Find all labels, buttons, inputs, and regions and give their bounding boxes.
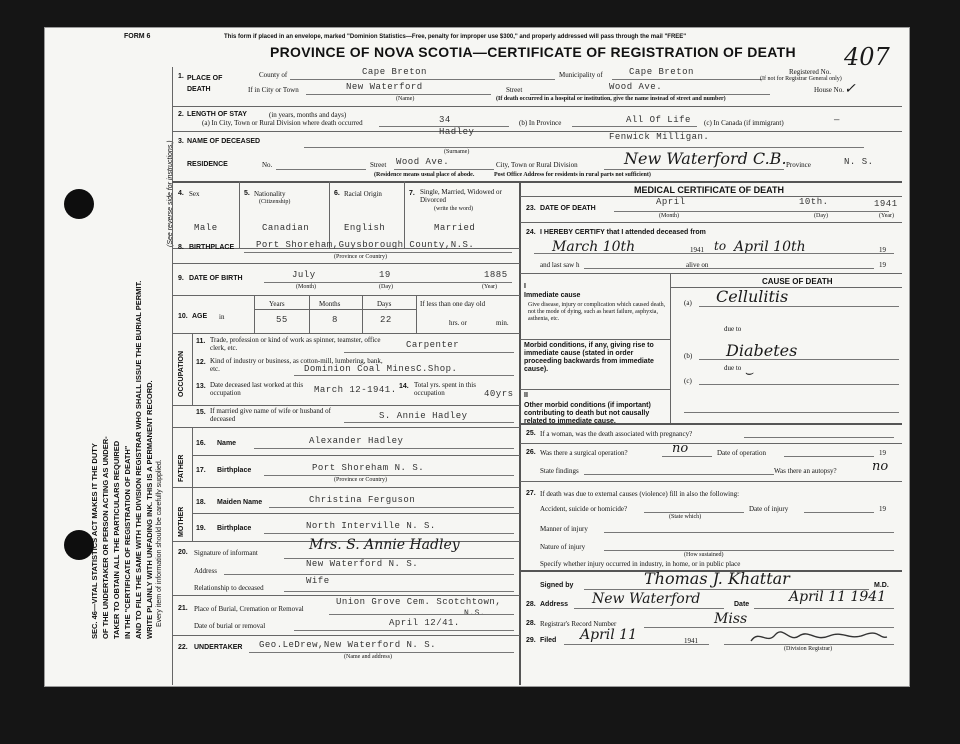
county-value: Cape Breton [362, 67, 427, 77]
father-birthplace: Port Shoreham N. S. [312, 463, 425, 473]
mother-side-label: MOTHER [178, 506, 185, 537]
death-year: 1941 [874, 199, 898, 209]
municipality-value: Cape Breton [629, 67, 694, 77]
marital-status-value: Married [434, 223, 476, 233]
age-months: 8 [332, 315, 338, 325]
autopsy-answer: no [872, 459, 889, 474]
margin-text-6: WRITE PLAINLY WITH UNFADING INK. THIS IS A PERMANENT RECORD. [145, 380, 154, 639]
nationality-value: Canadian [262, 223, 310, 233]
racial-origin-value: English [344, 223, 386, 233]
informant-signature: Mrs. S. Annie Hadley [309, 537, 460, 553]
margin-text-2: OF THE UNDERTAKER OR PERSON ACTING AS UNDER- [101, 436, 110, 639]
informant-address: New Waterford N. S. [306, 559, 419, 569]
margin-text-4: IN THE "CERTIFICATE OF REGISTRATION OF DEATH" [123, 445, 132, 639]
margin-text-5: AND TO FILE THE SAME WITH THE DIVISION REGISTRAR WHO SHALL ISSUE THE BURIAL PERMIT. [134, 280, 143, 639]
physician-address: New Waterford [592, 591, 701, 607]
margin-text-3: TAKER TO OBTAIN ALL THE PARTICULARS REQUIRED [112, 440, 121, 639]
burial-date: April 12/41. [389, 618, 460, 628]
margin-text-8: (See reverse side for instructions.) [167, 140, 174, 247]
death-month: April [656, 197, 686, 207]
physician-date: April 11 1941 [789, 589, 887, 605]
undertaker-value: Geo.LeDrew,New Waterford N. S. [259, 640, 437, 650]
surgical-operation-answer: no [672, 441, 689, 456]
attended-from: March 10th [552, 239, 636, 255]
trade-value: Carpenter [406, 340, 460, 350]
birthplace-value: Port Shoreham,Guysborough County,N.S. [256, 240, 475, 250]
record-number: Miss [714, 611, 748, 627]
attended-to: April 10th [734, 239, 806, 255]
informant-relationship: Wife [306, 576, 330, 586]
industry-value: Dominion Coal MinesC.Shop. [304, 364, 458, 374]
deceased-given-name: Fenwick Milligan. [609, 132, 710, 142]
cause-b: Diabetes [726, 341, 798, 360]
occupation-side-label: OCCUPATION [178, 350, 185, 397]
stay-province-value: All Of Life [626, 115, 691, 125]
age-days: 22 [380, 315, 392, 325]
street-value: Wood Ave. [609, 82, 663, 92]
burial-place: Union Grove Cem. Scotchtown, [336, 597, 502, 607]
residence-street: Wood Ave. [396, 157, 450, 167]
form-number: FORM 6 [124, 33, 151, 40]
last-worked-value: March 12-1941. [314, 385, 397, 395]
father-name: Alexander Hadley [309, 436, 404, 446]
dob-year: 1885 [484, 270, 508, 280]
place-of-death-label: PLACE OF DEATH [187, 75, 223, 93]
mother-maiden-name: Christina Ferguson [309, 495, 416, 505]
stay-city-value: 34 [439, 115, 451, 125]
physician-signature: Thomas J. Khattar [644, 569, 790, 588]
sex-value: Male [194, 223, 218, 233]
age-years: 55 [276, 315, 288, 325]
margin-text-7: Every item of information should be carefully supplied. [156, 459, 163, 627]
total-years-value: 40yrs [484, 389, 514, 399]
certificate-sheet: FORM 6 This form if placed in an envelope, marked "Dominion Statistics—Free, penalty for improper use $300," and properly addressed will pass through the mail "FREE" PROVINCE OF NOVA SCOTIA—CERTIFICATE OF REGISTRATION OF DEATH 407 SEC. 46—VITAL STATISTICS ACT MAKES IT THE DUTY OF THE UNDERTAKER OR PERSON ACTING AS UNDER- TAKER TO OBTAIN ALL THE PARTICULARS REQUIRED IN THE "CERTIFICATE OF REGISTRATION OF DEATH" AND TO FILE THE SAME WITH THE DIVISION REGISTRAR WHO SHALL ISSUE THE BURIAL PERMIT. WRITE PLAINLY WITH UNFADING INK. THIS IS A PERMANENT RECORD. Every item of information should be carefully supplied. (See reverse side for instructions.) 1. PLACE OF DEATH County of Cape Breton Municipality of Cape Breton Registered No. (If not for Registrar General only) If in City or Town New Waterford (Name) Street Wood Ave. House No. (If death occurred in a hospital or institution, give the name instead of street and number) ✓ 2. LENGTH OF STAY (in years, months and days) (a) In City, Town or Rural Division where death occurred 34 (b) In Province All Of Life (c) In Canada (if immigrant) — 3. NAME OF DECEASED Hadley Fenwick Milligan. (Surname) RESIDENCE No. Street Wood Ave. City, Town or Rural Division New Waterford C.B. Province N. S. (Residence means usual place of abode. Post Office Address for residents in rural parts not sufficient) 4. Sex 5. Nationality (Citizenship) 6. Racial Origin 7. Single, Married, Widowed or Divorced (write the word) Male Canadian English Married 8. BIRTHPLACE Port Shoreham,Guysborough County,N.S. (Province or Country) 9. DATE OF BIRTH July 19 1885 (Month) (Day) (Year) 10. AGE in Years Months Days If less than one day old 55 8 22 hrs. or min. OCCUPATION 11. Trade, profession or kind of work as spinner, teamster, office clerk, etc. Carpenter 12. Kind of industry or business, as cotton-mill, lumbering, bank, etc. Dominion Coal MinesC.Shop. 13. Date deceased last worked at this occupation March 12-1941. 14. Total yrs. spent in this occupation 40yrs 15. If married give name of wife or husband of deceased S. Annie Hadley FATHER 16. Name Alexander Hadley 17. Birthplace Port Shoreham N. S. (Province or Country) MOTHER 18. Maiden Name Christina Ferguson 19. Birthplace North Interville N. S. 20. Signature of informant Mrs. S. Annie Hadley Address New Waterford N. S. Relationship to deceased Wife 21. Place of Burial, Cremation or Removal Union Grove Cem. Scotchtown, N.S. Date of burial or removal April 12/41. 22. UNDERTAKER Geo.LeDrew,New Waterford N. S. (Name and address) MEDICAL CERTIFICATE OF DEATH 23. DATE OF DEATH April 10th. 1941 (Month) (Day) (Year) 24. I HEREBY CERTIFY that I attended deceased from March 10th 1941 to April 10th 19 and last saw h alive on 19 CAUSE OF DEATH I Immediate cause Give disease, injury or complication which caused death, not the mode of dying, such as heart failure, asphyxia, asthenia, etc. (a) Cellulitis due to Morbid conditions, if any, giving rise to immediate cause (stated in order proceeding backwards from immediate cause). (b) Diabetes due to (c) ⌣ II Other morbid conditions (if important) contributing to death but not causally related to immediate cause. 25. If a woman, was the death associated with pregnancy? 26. Was there a surgical operation? no Date of operation 19 State findings Was there an autopsy? no 27. If death was due to external causes (violence) fill in also the following: Accident, suicide or homicide? (State which) Date of injury 19 Manner of injury Nature of injury (How sustained) Specify whether injury occurred in industry, in home, or in public place Signed by Thomas J. Khattar M.D. 28. Address New Waterford Date April 11 1941 28. Registrar's Record Number Miss 29. Filed April 11 1941 (Division Registrar) [44, 27, 910, 687]
top-note: This form if placed in an envelope, marked "Dominion Statistics—Free, penalty for improper use $300," and properly addressed will pass through the mail "FREE" [224, 34, 687, 40]
dob-day: 19 [379, 270, 391, 280]
cause-a: Cellulitis [716, 287, 789, 306]
medical-header: MEDICAL CERTIFICATE OF DEATH [634, 185, 784, 195]
page-title: PROVINCE OF NOVA SCOTIA—CERTIFICATE OF REGISTRATION OF DEATH [270, 44, 796, 60]
spouse-value: S. Annie Hadley [379, 411, 468, 421]
dob-month: July [292, 270, 316, 280]
city-value: New Waterford [346, 82, 423, 92]
mother-birthplace: North Interville N. S. [306, 521, 436, 531]
registration-number: 407 [844, 43, 890, 71]
filed-date: April 11 [580, 627, 637, 643]
death-day: 10th. [799, 197, 829, 207]
residence-city: New Waterford C.B. [624, 149, 787, 168]
father-side-label: FATHER [178, 454, 185, 482]
deceased-surname: Hadley [439, 127, 475, 137]
margin-text-1: SEC. 46—VITAL STATISTICS ACT MAKES IT THE DUTY [90, 443, 99, 639]
